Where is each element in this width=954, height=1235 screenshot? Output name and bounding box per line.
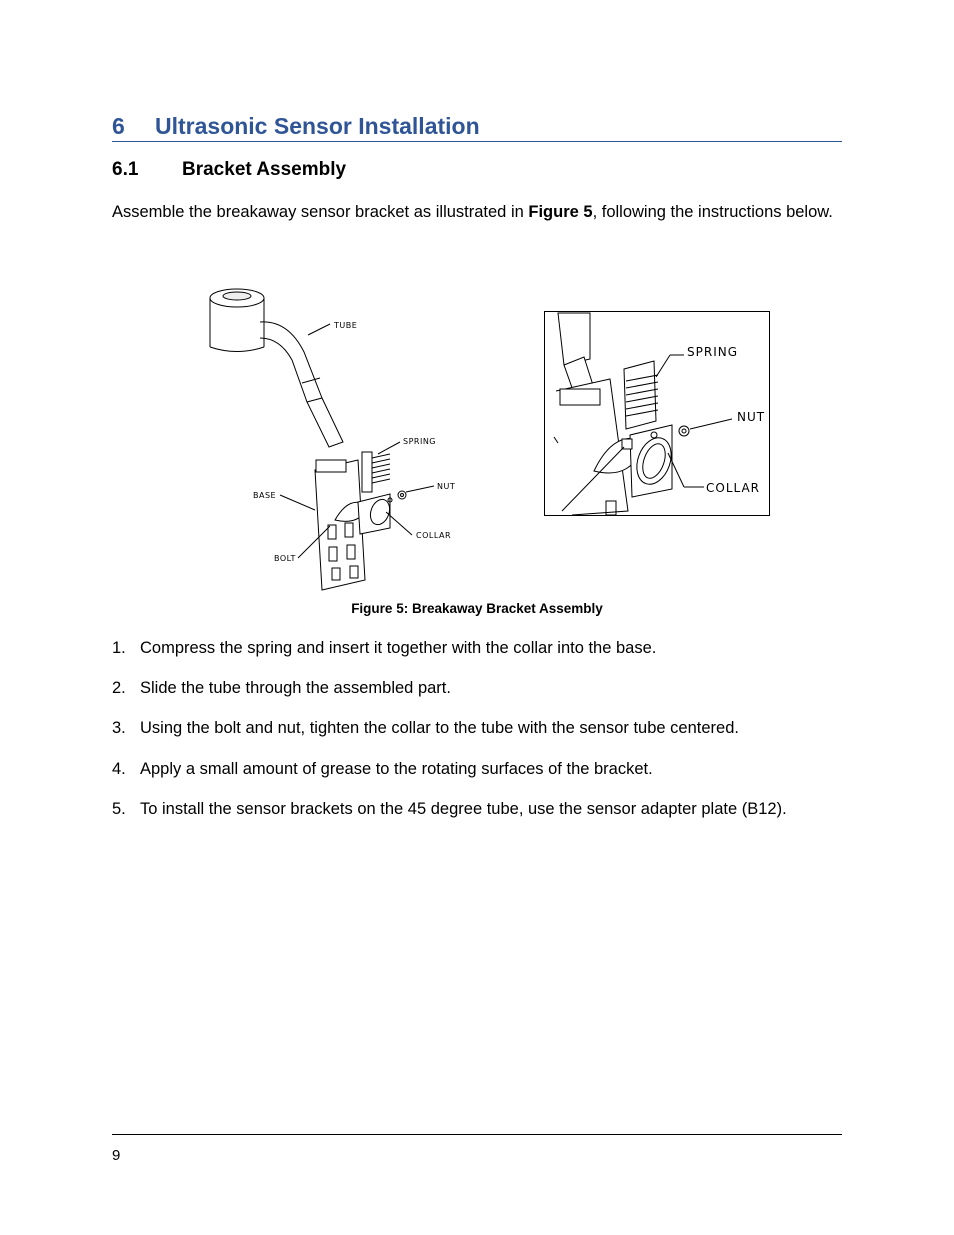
footer-divider [112,1134,842,1135]
detail-label-nut: NUT [737,410,766,424]
label-collar: COLLAR [416,531,452,540]
list-item [112,636,842,660]
list-item [112,757,842,781]
label-spring: SPRING [403,437,437,446]
step-number: 1. [112,639,126,657]
subsection-heading [112,157,346,183]
detail-label-collar: COLLAR [706,481,761,495]
label-bolt: BOLT [274,554,296,563]
intro-text-before: Assemble the breakaway sensor bracket as illustrated in [112,203,529,221]
figure-caption: Figure 5: Breakaway Bracket Assembly [351,601,603,616]
step-number: 4. [112,759,126,778]
list-item [112,716,842,740]
label-base: BASE [253,491,277,500]
section-title: Ultrasonic Sensor Installation [155,113,480,139]
subsection-title: Bracket Assembly [182,159,347,180]
figure-reference: Figure 5 [528,203,593,221]
label-nut: NUT [437,482,456,491]
spring-part [362,452,390,492]
intro-text-after: , following the instructions below. [592,203,833,221]
subsection-number: 6.1 [112,159,139,180]
step-text: Slide the tube through the assembled part. [140,679,451,698]
step-text: Compress the spring and insert it together with the collar into the base. [140,639,657,657]
page-number: 9 [112,1147,121,1164]
bracket-detail-illustration [544,311,770,516]
step-number: 3. [112,719,126,738]
intro-paragraph [112,201,842,223]
section-heading [112,111,842,142]
nut-part [398,491,406,499]
step-number: 5. [112,799,126,818]
list-item [112,676,842,700]
bracket-exploded-illustration [200,280,480,595]
label-tube: TUBE [334,321,358,330]
sensor-cup [210,289,264,352]
section-number: 6 [112,113,125,139]
tube-part [260,322,343,447]
step-text: To install the sensor brackets on the 45 degree tube, use the sensor adapter plate (B12). [140,799,787,818]
detail-label-spring: SPRING [687,345,739,359]
instruction-list [112,636,842,837]
list-item [112,797,842,821]
step-text: Apply a small amount of grease to the rotating surfaces of the bracket. [140,759,653,778]
step-number: 2. [112,679,126,698]
step-text: Using the bolt and nut, tighten the collar to the tube with the sensor tube centered. [140,719,739,738]
